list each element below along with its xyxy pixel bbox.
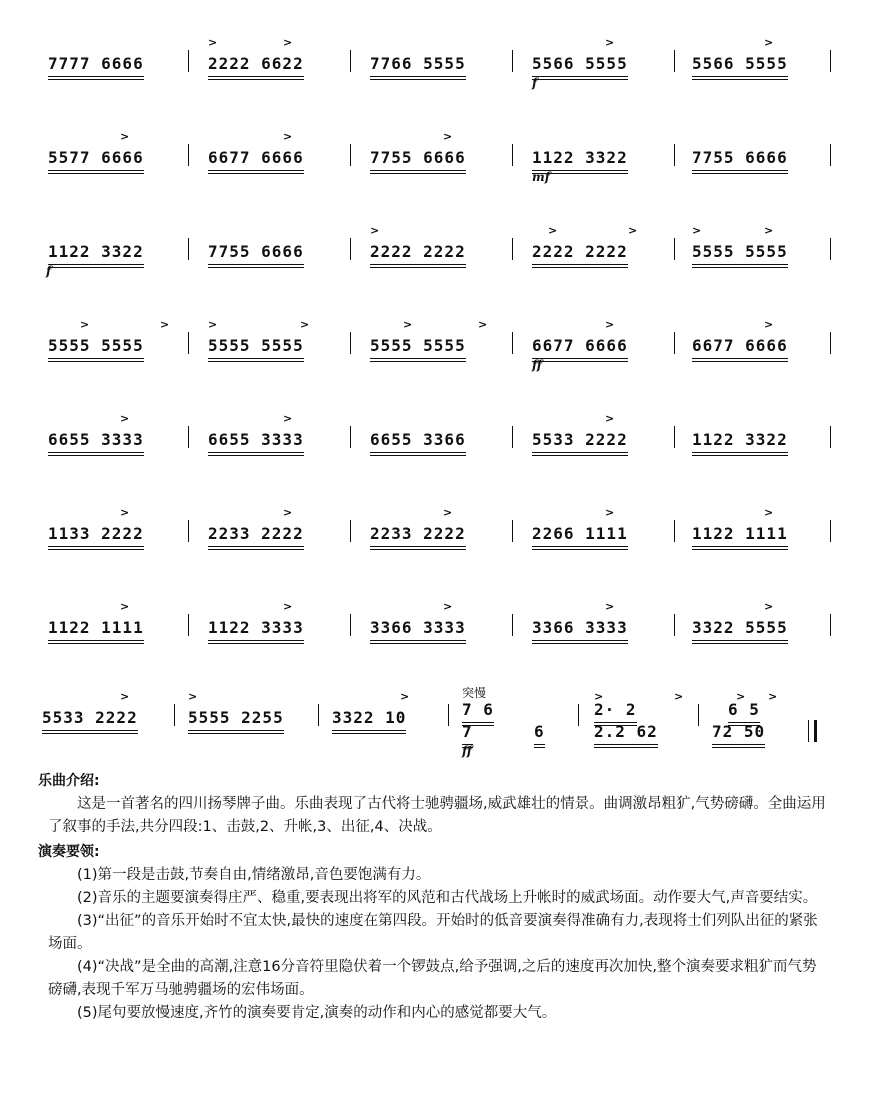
measure-5: 5566 5555 — [692, 54, 788, 73]
measure-36: 5533 2222 — [42, 708, 138, 727]
score-row-6: > 1133 2222 > 2233 2222 > 2233 2222 > 2266 1111 > 1122 1111 — [38, 510, 838, 580]
measure-18: 5555 5555 — [370, 336, 466, 355]
measure-37: 5555 2255 — [188, 708, 284, 727]
barline — [350, 614, 351, 636]
measure-10: 7755 6666 — [692, 148, 788, 167]
score-row-1: 7777 6666 > > 2222 6622 7766 5555 > 5566 5555 f > 5566 5555 — [38, 40, 838, 110]
barline — [350, 50, 351, 72]
score-row-8: > 5533 2222 > 5555 2255 > 3322 10 突慢 7 6 7 6 ff > > 2· 2 2.2 62 > > 6 5 72 50 — [38, 694, 838, 764]
measure-28: 2233 2222 — [370, 524, 466, 543]
measure-21: 6655 3333 — [48, 430, 144, 449]
measure-41-upper: 6 5 — [728, 700, 760, 719]
measure-23: 6655 3366 — [370, 430, 466, 449]
barline — [578, 704, 579, 726]
barline — [674, 520, 675, 542]
measure-16: 5555 5555 — [48, 336, 144, 355]
measure-40-upper: 2· 2 — [594, 700, 637, 719]
measure-11: 1122 3322 — [48, 242, 144, 261]
barline — [188, 614, 189, 636]
barline — [830, 426, 831, 448]
score-row-4: > > 5555 5555 > > 5555 5555 > > 5555 5555 > 6677 6666 ff > 6677 6666 — [38, 322, 838, 392]
intro-heading: 乐曲介绍: — [38, 773, 100, 789]
barline — [674, 426, 675, 448]
barline — [188, 520, 189, 542]
measure-35: 3322 5555 — [692, 618, 788, 637]
measure-22: 6655 3333 — [208, 430, 304, 449]
barline — [808, 720, 809, 742]
barline — [318, 704, 319, 726]
dynamic-mark: f — [532, 76, 538, 90]
tempo-mark: 突慢 — [462, 686, 487, 700]
barline — [674, 50, 675, 72]
tip-2: (2)音乐的主题要演奏得庄严、稳重,要表现出将军的风范和古代战场上升帐时的威武场面。动作要大气,声音要结实。 — [77, 890, 818, 906]
measure-13: 2222 2222 — [370, 242, 466, 261]
measure-40-lower: 2.2 62 — [594, 722, 658, 741]
barline — [188, 50, 189, 72]
barline — [698, 704, 699, 726]
barline — [188, 426, 189, 448]
score-row-5: > 6655 3333 > 6655 3333 6655 3366 > 5533 2222 1122 3322 — [38, 416, 838, 486]
dynamic-mark: mf — [532, 170, 550, 184]
measure-41-lower: 72 50 — [712, 722, 766, 741]
measure-7: 6677 6666 — [208, 148, 304, 167]
barline — [512, 332, 513, 354]
measure-39-upper: 7 6 — [462, 700, 494, 719]
measure-39-lower-b: 6 — [534, 722, 545, 741]
barline — [350, 332, 351, 354]
measure-30: 1122 1111 — [692, 524, 788, 543]
barline — [830, 332, 831, 354]
barline — [188, 332, 189, 354]
barline — [830, 614, 831, 636]
tip-3: (3)“出征”的音乐开始时不宜太快,最快的速度在第四段。开始时的低音要演奏得准确有力,表现将士们列队出征的紧张场面。 — [48, 913, 818, 952]
score-row-2: > 5577 6666 > 6677 6666 > 7755 6666 1122 3322 mf 7755 6666 — [38, 134, 838, 204]
final-barline — [814, 720, 817, 742]
measure-31: 1122 1111 — [48, 618, 144, 637]
barline — [830, 238, 831, 260]
intro-body: 这是一首著名的四川扬琴牌子曲。乐曲表现了古代将士驰骋疆场,威武雄壮的情景。曲调激昂粗犷,气势磅礴。全曲运用了叙事的手法,共分四段:1、击鼓,2、升帐,3、出征,4、决战。 — [48, 796, 826, 835]
tip-4: (4)“决战”是全曲的高潮,注意16分音符里隐伏着一个锣鼓点,给予强调,之后的速度再次加快,整个演奏要求粗犷而气势磅礴,表现千军万马驰骋疆场的宏伟场面。 — [48, 959, 817, 998]
barline — [448, 704, 449, 726]
barline — [512, 50, 513, 72]
barline — [674, 614, 675, 636]
barline — [674, 238, 675, 260]
measure-24: 5533 2222 — [532, 430, 628, 449]
measure-14: 2222 2222 — [532, 242, 628, 261]
measure-9: 1122 3322 — [532, 148, 628, 167]
barline — [174, 704, 175, 726]
tip-5: (5)尾句要放慢速度,齐竹的演奏要肯定,演奏的动作和内心的感觉都要大气。 — [77, 1005, 557, 1020]
measure-26: 1133 2222 — [48, 524, 144, 543]
barline — [350, 238, 351, 260]
barline — [512, 520, 513, 542]
measure-29: 2266 1111 — [532, 524, 628, 543]
measure-17: 5555 5555 — [208, 336, 304, 355]
dynamic-mark: f — [46, 264, 52, 278]
measure-34: 3366 3333 — [532, 618, 628, 637]
barline — [674, 144, 675, 166]
barline — [512, 426, 513, 448]
intro-section — [38, 770, 828, 1020]
barline — [512, 238, 513, 260]
measure-20: 6677 6666 — [692, 336, 788, 355]
barline — [350, 144, 351, 166]
measure-25: 1122 3322 — [692, 430, 788, 449]
measure-32: 1122 3333 — [208, 618, 304, 637]
barline — [350, 426, 351, 448]
barline — [512, 144, 513, 166]
barline — [830, 520, 831, 542]
measure-12: 7755 6666 — [208, 242, 304, 261]
tips-heading: 演奏要领: — [38, 844, 100, 860]
measure-39-lower: 7 — [462, 722, 473, 741]
score-row-3: 1122 3322 f 7755 6666 > 2222 2222 > > 2222 2222 > > 5555 5555 — [38, 228, 838, 298]
dynamic-mark: ff — [532, 358, 542, 372]
measure-19: 6677 6666 — [532, 336, 628, 355]
barline — [830, 50, 831, 72]
barline — [674, 332, 675, 354]
barline — [188, 238, 189, 260]
barline — [350, 520, 351, 542]
measure-3: 7766 5555 — [370, 54, 466, 73]
measure-2: 2222 6622 — [208, 54, 304, 73]
score-row-7: > 1122 1111 > 1122 3333 > 3366 3333 > 3366 3333 > 3322 5555 — [38, 604, 838, 674]
measure-27: 2233 2222 — [208, 524, 304, 543]
measure-15: 5555 5555 — [692, 242, 788, 261]
barline — [830, 144, 831, 166]
measure-4: 5566 5555 — [532, 54, 628, 73]
measure-38: 3322 10 — [332, 708, 407, 727]
measure-1: 7777 6666 — [48, 54, 144, 73]
dynamic-mark: ff — [462, 744, 472, 758]
measure-6: 5577 6666 — [48, 148, 144, 167]
measure-33: 3366 3333 — [370, 618, 466, 637]
tip-1: (1)第一段是击鼓,节奏自由,情绪激昂,音色要饱满有力。 — [77, 867, 431, 883]
measure-8: 7755 6666 — [370, 148, 466, 167]
barline — [188, 144, 189, 166]
barline — [512, 614, 513, 636]
